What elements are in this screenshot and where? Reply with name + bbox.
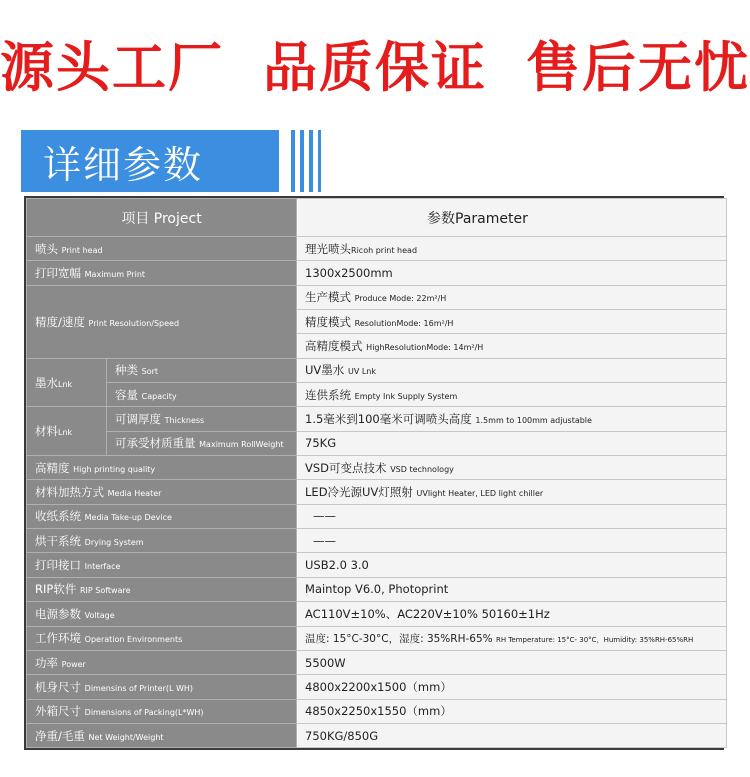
- row-label: 墨水Lnk: [27, 358, 107, 407]
- row-value: 精度模式 ResolutionMode: 16m²/H: [297, 310, 727, 334]
- row-sublabel: 可调厚度 Thickness: [107, 407, 297, 431]
- row-label: RIP软件 RIP Software: [27, 577, 297, 601]
- row-label: 高精度 High printing quality: [27, 456, 297, 480]
- row-label: 收纸系统 Media Take-up Device: [27, 504, 297, 528]
- table-row: [27, 504, 727, 528]
- row-value: 温度: 15°C-30°C，湿度: 35%RH-65% RH Temperature: 15°C- 30°C，Humidity: 35%RH-65%RH: [297, 626, 727, 650]
- table-header-row: [27, 199, 727, 237]
- decor-stripe: [309, 130, 313, 192]
- row-value: AC110V±10%、AC220V±10% 50160±1Hz: [297, 602, 727, 626]
- decor-stripe: [291, 130, 295, 192]
- row-value: USB2.0 3.0: [297, 553, 727, 577]
- table-row: [27, 456, 727, 480]
- table-row: [27, 529, 727, 553]
- row-label: 材料加热方式 Media Heater: [27, 480, 297, 504]
- row-label: 外箱尺寸 Dimensions of Packing(L*WH): [27, 699, 297, 723]
- row-label: 功率 Power: [27, 650, 297, 674]
- header-project: 项目 Project: [27, 199, 297, 237]
- row-value: 4850x2250x1550（mm）: [297, 699, 727, 723]
- section-header: [21, 130, 351, 192]
- table-row: [27, 626, 727, 650]
- table-row: [27, 577, 727, 601]
- table-row: [27, 261, 727, 285]
- row-value: 连供系统 Empty Ink Supply System: [297, 383, 727, 407]
- row-value: UV墨水 UV Lnk: [297, 358, 727, 382]
- row-label: 电源参数 Voltage: [27, 602, 297, 626]
- row-value: 1300x2500mm: [297, 261, 727, 285]
- row-value: ——: [297, 529, 727, 553]
- row-value: 高精度模式 HighResolutionMode: 14m²/H: [297, 334, 727, 358]
- table-row: [27, 237, 727, 261]
- table-row: [27, 553, 727, 577]
- table-row: [27, 602, 727, 626]
- table-row: [27, 431, 727, 455]
- row-sublabel: 容量 Capacity: [107, 383, 297, 407]
- row-label: 烘干系统 Drying System: [27, 529, 297, 553]
- row-value: ——: [297, 504, 727, 528]
- row-value: 4800x2200x1500（mm）: [297, 675, 727, 699]
- row-label: 净重/毛重 Net Weight/Weight: [27, 723, 297, 747]
- table-row: [27, 358, 727, 382]
- section-title: 详细参数: [21, 130, 279, 192]
- row-value: Maintop V6.0, Photoprint: [297, 577, 727, 601]
- promo-banner: [0, 28, 750, 98]
- row-sublabel: 可承受材质重量 Maximum RollWeight: [107, 431, 297, 455]
- banner-text-service: 售后无忧: [526, 35, 750, 99]
- decor-stripe: [300, 130, 304, 192]
- table-row: [27, 480, 727, 504]
- table-row: [27, 699, 727, 723]
- row-label: 机身尺寸 Dimensins of Printer(L WH): [27, 675, 297, 699]
- spec-table: [24, 196, 724, 750]
- row-value: VSD可变点技术 VSD technology: [297, 456, 727, 480]
- row-value: 1.5毫米到100毫米可调喷头高度 1.5mm to 100mm adjustable: [297, 407, 727, 431]
- row-label: 打印接口 Interface: [27, 553, 297, 577]
- table-row: [27, 723, 727, 747]
- table-row: [27, 675, 727, 699]
- header-parameter: 参数Parameter: [297, 199, 727, 237]
- row-label: 精度/速度 Print Resolution/Speed: [27, 285, 297, 358]
- row-sublabel: 种类 Sort: [107, 358, 297, 382]
- row-value: 理光喷头Ricoh print head: [297, 237, 727, 261]
- row-value: 生产模式 Produce Mode: 22m²/H: [297, 285, 727, 309]
- banner-text-factory: 源头工厂: [0, 35, 224, 99]
- row-value: 5500W: [297, 650, 727, 674]
- table-row: [27, 383, 727, 407]
- row-label: 工作环境 Operation Environments: [27, 626, 297, 650]
- table-row: [27, 407, 727, 431]
- row-label: 材料Lnk: [27, 407, 107, 456]
- row-label: 打印宽幅 Maximum Print: [27, 261, 297, 285]
- row-value: LED冷光源UV灯照射 UVlight Heater, LED light chiller: [297, 480, 727, 504]
- row-value: 750KG/850G: [297, 723, 727, 747]
- table-row: [27, 285, 727, 309]
- table-row: [27, 650, 727, 674]
- banner-text-quality: 品质保证: [263, 35, 487, 99]
- row-value: 75KG: [297, 431, 727, 455]
- decor-stripe: [318, 130, 321, 192]
- row-label: 喷头 Print head: [27, 237, 297, 261]
